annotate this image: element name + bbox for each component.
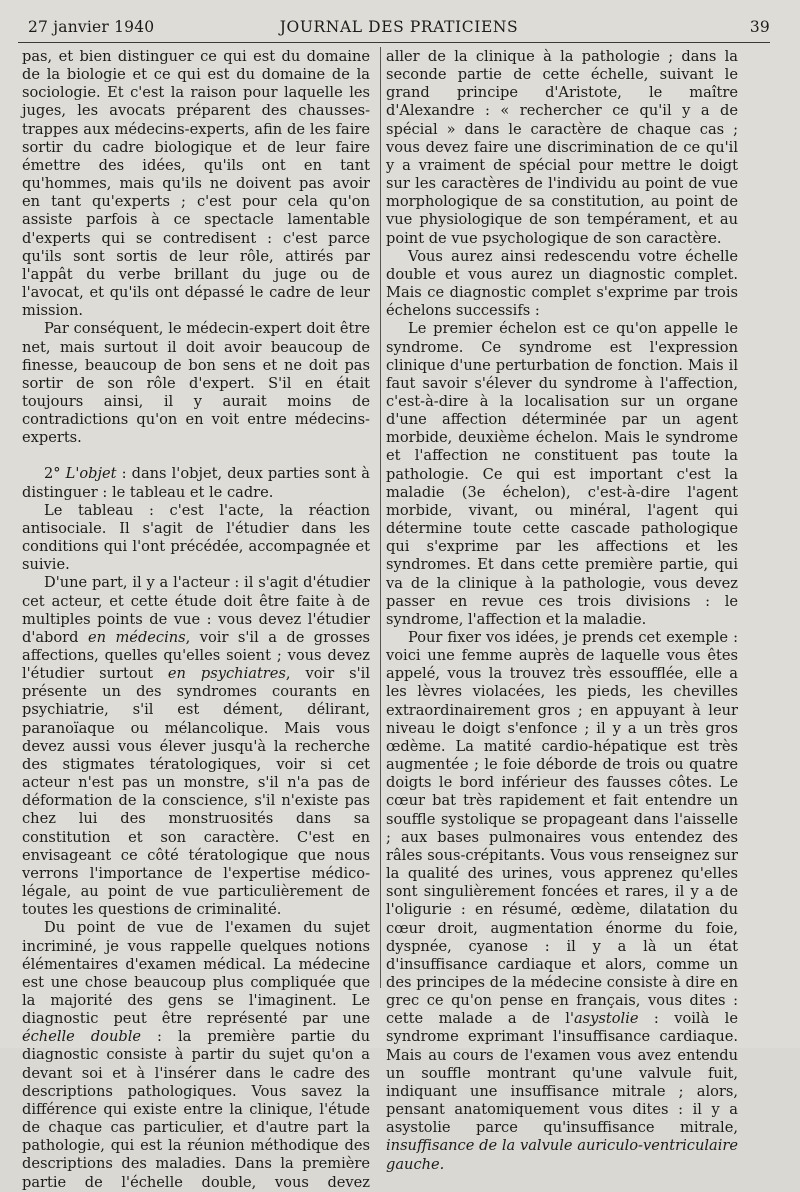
emphasis: en psychiatres: [167, 665, 286, 683]
paragraph-text: : la première partie du diagnostic consiste à partir du sujet qu'on a devant soi et à l'insérer dans le cadre des descriptions pathologiques. Vous savez la différence qui existe entre la clinique, l'étude de chaque cas particulier, et d'autre part la pathologie, qui est la réunion méthodique des descriptions des maladies. Dans la première partie de l'échelle double, vous devez: [22, 1028, 370, 1191]
header-rule: [18, 42, 770, 43]
paragraph-text: Du point de vue de l'examen du sujet incriminé, je vous rappelle quelques notions élémentaires d'examen médical. La médecine est une chose beaucoup plus compliquée que la majorité des gens se l'imaginent. Le diagnostic peut être représenté par une: [22, 919, 370, 1028]
paragraph: [22, 574, 370, 919]
paragraph-text: , voir s'il a de grosses affections, quelles qu'elles soient ; vous devez l'étudier surtout: [22, 628, 371, 683]
paragraph: Vous aurez ainsi redescendu votre échelle double et vous aurez un diagnostic complet. Mais ce diagnostic complet s'exprime par trois échelons successifs :: [386, 247, 738, 320]
section-number: 2°: [44, 465, 66, 483]
left-column: [22, 48, 370, 1192]
paragraph: [22, 465, 370, 501]
paragraph-text: Pour fixer vos idées, je prends cet exemple : voici une femme auprès de laquelle vous êtes appelé, vous la trouvez très essoufflée, elle a les lèvres violacées, les pieds, les chevilles extraordinairement gros ; en appuyant à leur niveau le doigt s'enfonce ; il y a un très gros œdème. La matité cardio-hépatique est très augmentée ; le foie déborde de trois ou quatre doigts le bord inférieur des fausses côtes. Le cœur bat très rapidement et fait entendre un souffle systolique se propageant dans l'aisselle ; aux bases pulmonaires vous entendez des râles sous-crépitants. Vous vous renseignez sur la qualité des urines, vous apprenez qu'elles sont singulièrement foncées et rares, il y a de l'oligurie : en résumé, œdème, dilatation du cœur droit, augmentation énorme du foie, dyspnée, cyanose : il y a là un état d'insuffisance cardiaque et alors, comme un des principes de la médecine consiste à dire en grec ce qu'on pense en français, vous dites : cette malade a de l': [386, 629, 738, 1028]
paragraph: pas, et bien distinguer ce qui est du domaine de la biologie et ce qui est du domaine de la sociologie. Et c'est la raison pour laquelle les juges, les avocats préparent des chausses-trappes aux médecins-experts, afin de les faire sortir du cadre biologique et de leur faire émettre des idées, qu'ils ont en tant qu'hommes, mais qu'ils ne doivent pas avoir en tant qu'experts ; c'est pour cela qu'on assiste parfois à ce spectacle lamentable d'experts qui se contredisent : c'est parce qu'ils sont sortis de leur rôle, attirés par l'appât du verbe brillant du juge ou de l'avocat, et qu'ils ont dépassé le cadre de leur mission.: [22, 48, 370, 320]
emphasis: insuffisance de la valvule auriculo-ventriculaire gauche.: [386, 1137, 738, 1173]
paragraph-text: , voir s'il présente un des syndromes courants en psychiatrie, s'il est dément, délirant, paranoïaque ou mélancolique. Mais vous devez aussi vous élever jusqu'à la recherche des stigmates tératologiques, voir si cet acteur n'est pas un monstre, s'il n'a pas de déformation de la conscience, s'il n'existe pas chez lui des monstruosités dans sa constitution et son caractère. C'est en envisageant ce côté tératologique que nous verrons l'importance de l'expertise médico-légale, au point de vue particulièrement de toutes les questions de criminalité.: [22, 665, 370, 919]
emphasis: en médecins: [87, 628, 186, 646]
paragraph-text: : voilà le syndrome exprimant l'insuffisance cardiaque. Mais au cours de l'examen vous avez entendu un souffle montrant qu'une valvule fuit, indiquant une insuffisance mitrale ; alors, pensant anatomiquement vous dites : il y a asystolie parce qu'insuffisance mitrale,: [386, 1010, 738, 1137]
paragraph: Le tableau : c'est l'acte, la réaction antisociale. Il s'agit de l'étudier dans les conditions qui l'ont précédée, accompagnée et suivie.: [22, 501, 370, 574]
section-heading: L'objet: [65, 465, 117, 483]
column-divider: [380, 47, 381, 988]
emphasis: asystolie: [573, 1010, 639, 1028]
paragraph: [386, 629, 738, 1174]
emphasis: échelle double: [22, 1028, 142, 1046]
paragraph: Par conséquent, le médecin-expert doit être net, mais surtout il doit avoir beaucoup de finesse, beaucoup de bon sens et ne doit pas sortir de son rôle d'expert. S'il en était toujours ainsi, il y aurait moins de contradictions qu'on en voit entre médecins-experts.: [22, 320, 370, 447]
paragraph: [22, 919, 370, 1191]
paragraph-text: D'une part, il y a l'acteur : il s'agit d'étudier cet acteur, et cette étude doit être faite à de multiples points de vue : vous devez l'étudier d'abord: [22, 574, 370, 646]
right-column: [386, 48, 738, 1174]
journal-title: JOURNAL DES PRATICIENS: [279, 18, 519, 36]
page-number: 39: [749, 18, 770, 36]
paragraph: Le premier échelon est ce qu'on appelle le syndrome. Ce syndrome est l'expression clinique d'une perturbation de fonction. Mais il faut savoir s'élever du syndrome à l'affection, c'est-à-dire à la localisation sur un organe d'une affection déterminée par un agent morbide, deuxième échelon. Mais le syndrome et l'affection ne constituent pas toute la pathologie. Ce qui est important c'est la maladie (3e échelon), c'est-à-dire l'agent morbide, vivant, ou minéral, l'agent qui détermine toute cette cascade pathologique qui s'exprime par les affections et les syndromes. Et dans cette première partie, qui va de la clinique à la pathologie, vous devez passer en revue ces trois divisions : le syndrome, l'affection et la maladie.: [386, 320, 738, 628]
paragraph-text: : dans l'objet, deux parties sont à distinguer : le tableau et le cadre.: [22, 465, 370, 501]
paragraph: aller de la clinique à la pathologie ; dans la seconde partie de cette échelle, suivant le grand principe d'Aristote, le maître d'Alexandre : « rechercher ce qu'il y a de spécial » dans le caractère de chaque cas ; vous devez faire une discrimination de ce qu'il y a vraiment de spécial pour mettre le doigt sur les caractères de l'individu au point de vue morphologique de sa constitution, au point de vue physiologique de son tempérament, et au point de vue psychologique de son caractère.: [386, 48, 738, 247]
header-date: 27 janvier 1940: [28, 18, 155, 36]
